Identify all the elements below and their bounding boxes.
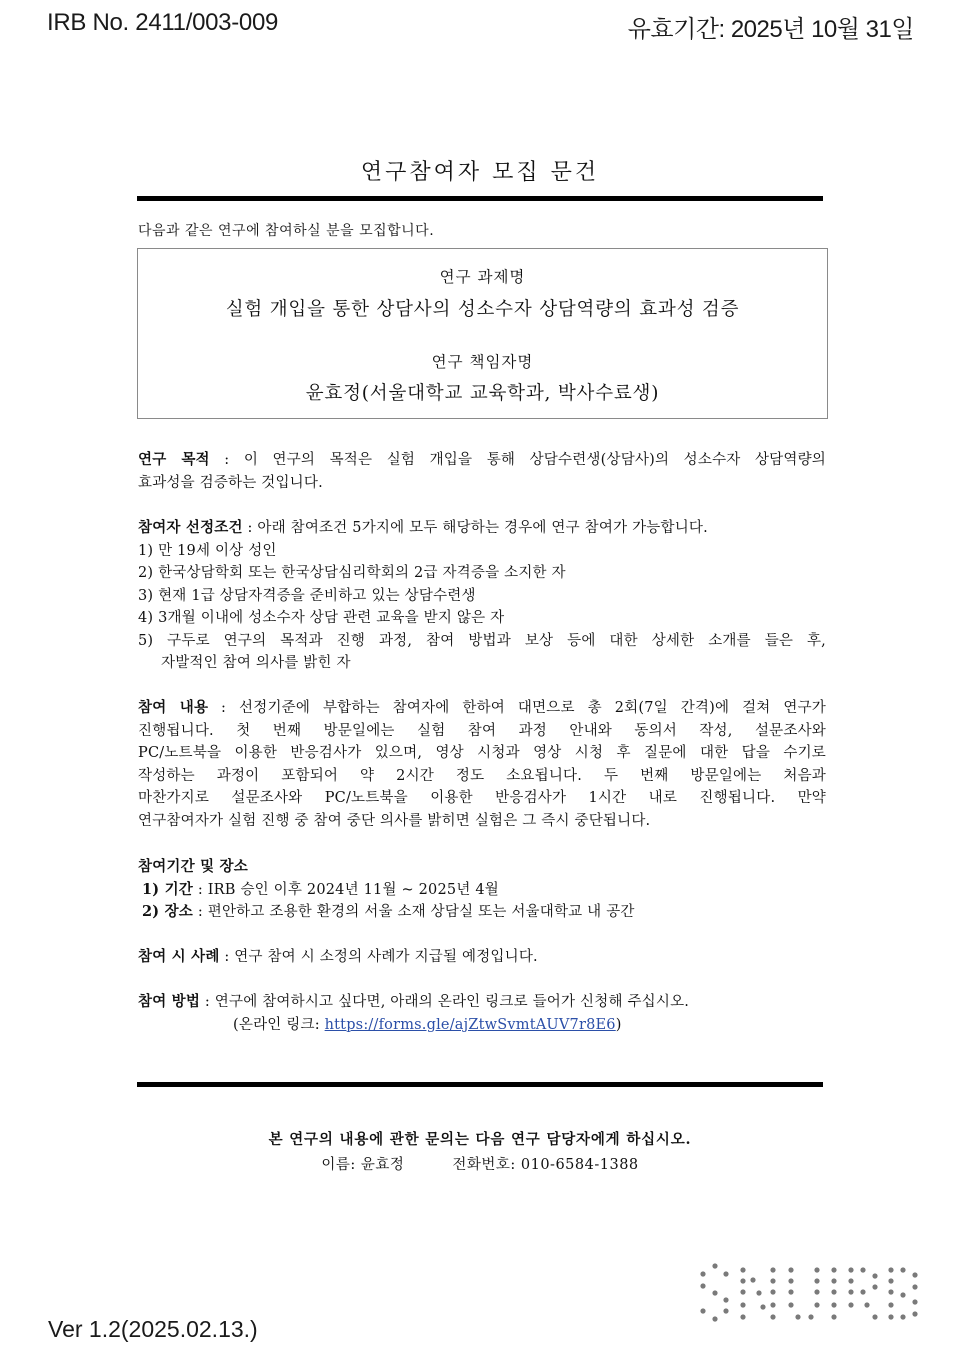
project-title: 실험 개입을 통한 상담사의 성소수자 상담역량의 효과성 검증 bbox=[225, 299, 740, 320]
validity-period: 유효기간: 2025년 10월 31일 bbox=[627, 16, 914, 43]
contact-name: 이름: 윤효정 bbox=[321, 1157, 405, 1173]
top-divider bbox=[137, 196, 823, 201]
eligibility-section: 참여자 선정조건 : 아래 참여조건 5가지에 모두 해당하는 경우에 연구 참여가 가능합니다. 1) 만 19세 이상 성인 2) 한국상담학회 또는 한국상담심리학회의 2급 자격증을 소지한 자 3) 현재 1급 상담자격증을 준비하고 있는 상담수련생 4) 3개월 이내에 성소수자 상담 관련 교육을 받지 않은 자 5) 구두로 연구의 목적과 진행 과정, 참여 방법과 보상 등에 대한 상세한 소개를 들은 후, 자발적인 참여 의사를 밝힌 자 bbox=[138, 517, 826, 675]
intro-text: 다음과 같은 연구에 참여하실 분을 모집합니다. bbox=[138, 223, 435, 239]
contact-info bbox=[0, 1153, 960, 1174]
purpose-label: 연구 목적 bbox=[138, 451, 210, 468]
method-section: 참여 방법 : 연구에 참여하시고 싶다면, 아래의 온라인 링크로 들어가 신청해 주십시오. (온라인 링크: https://forms.gle/ajZtwSvmtAUV7r8E6) bbox=[138, 993, 690, 1033]
reward-label: 참여 시 사례 bbox=[138, 948, 220, 965]
eligibility-label: 참여자 선정조건 bbox=[138, 519, 243, 536]
pi-name: 윤효정(서울대학교 교육학과, 박사수료생) bbox=[305, 383, 660, 404]
eligibility-item: 5) 구두로 연구의 목적과 진행 과정, 참여 방법과 보상 등에 대한 상세한 소개를 들은 후, bbox=[138, 632, 826, 649]
period-place-heading: 참여기간 및 장소 bbox=[138, 858, 248, 875]
purpose-text-2: 효과성을 검증하는 것입니다. bbox=[138, 474, 323, 491]
eligibility-item-cont: 자발적인 참여 의사를 밝힌 자 bbox=[161, 655, 351, 671]
method-value: 연구에 참여하시고 싶다면, 아래의 온라인 링크로 들어가 신청해 주십시오. bbox=[214, 994, 690, 1010]
contact-heading: 본 연구의 내용에 관한 문의는 다음 연구 담당자에게 하십시오. bbox=[268, 1131, 692, 1148]
content-label: 참여 내용 bbox=[138, 699, 209, 716]
eligibility-intro: 아래 참여조건 5가지에 모두 해당하는 경우에 연구 참여가 가능합니다. bbox=[257, 520, 708, 536]
signup-form-link[interactable]: https://forms.gle/ajZtwSvmtAUV7r8E6 bbox=[324, 1016, 616, 1033]
contact-phone: 전화번호: 010-6584-1388 bbox=[452, 1157, 639, 1173]
place-value: 편안하고 조용한 환경의 서울 소재 상담실 또는 서울대학교 내 공간 bbox=[207, 904, 635, 920]
content-line: 마찬가지로 설문조사와 PC/노트북을 이용한 반응검사가 1시간 내로 진행됩니다. 만약 bbox=[138, 790, 826, 806]
method-label: 참여 방법 bbox=[138, 993, 201, 1010]
bottom-divider bbox=[137, 1082, 823, 1087]
reward-section: 참여 시 사례 : 연구 참여 시 소정의 사례가 지급될 예정입니다. bbox=[138, 948, 538, 965]
participation-content-section: 참여 내용 : 선정기준에 부합하는 참여자에 한하여 대면으로 총 2회(7일 간격)에 걸쳐 연구가 진행됩니다. 첫 번째 방문일에는 실험 참여 과정 안내와 동의서 작성, 설문조사와 PC/노트북을 이용한 반응검사가 있으며, 영상 시청과 영상 시청 후 질문에 대한 답을 수기로 작성하는 과정이 포함되어 약 2시간 정도 소요됩니다. 두 번째 방문일에는 처음과 마찬가지로 설문조사와 PC/노트북을 이용한 반응검사가 1시간 내로 진행됩니다. 만약 연구참여자가 실험 진행 중 참여 중단 의사를 밝히면 실험은 그 즉시 중단됩니다. bbox=[138, 697, 826, 832]
content-line: PC/노트북을 이용한 반응검사가 있으며, 영상 시청과 영상 시청 후 질문에 대한 답을 수기로 bbox=[138, 745, 826, 761]
eligibility-item: 1) 만 19세 이상 성인 bbox=[138, 542, 277, 559]
study-info-box bbox=[137, 248, 828, 419]
purpose-section: 연구 목적 : 이 연구의 목적은 실험 개입을 통해 상담수련생(상담사)의 성소수자 상담역량의 효과성을 검증하는 것입니다. bbox=[138, 449, 826, 494]
snuirb-dot-stamp-icon bbox=[693, 1260, 923, 1322]
place-label: 2) 장소 bbox=[142, 903, 194, 920]
eligibility-item: 4) 3개월 이내에 성소수자 상담 관련 교육을 받지 않은 자 bbox=[138, 610, 505, 626]
pi-label: 연구 책임자명 bbox=[431, 353, 534, 371]
eligibility-item: 3) 현재 1급 상담자격증을 준비하고 있는 상담수련생 bbox=[138, 587, 476, 604]
eligibility-item: 2) 한국상담학회 또는 한국상담심리학회의 2급 자격증을 소지한 자 bbox=[138, 565, 566, 581]
irb-approval-stamp bbox=[693, 1260, 923, 1322]
content-line: 연구참여자가 실험 진행 중 참여 중단 의사를 밝히면 실험은 그 즉시 중단됩니다. bbox=[138, 812, 651, 829]
version-label: Ver 1.2(2025.02.13.) bbox=[48, 1316, 258, 1342]
document-title: 연구참여자 모집 문건 bbox=[360, 160, 600, 185]
period-label: 1) 기간 bbox=[142, 880, 194, 898]
irb-number: IRB No. 2411/003-009 bbox=[47, 9, 279, 36]
content-line: 작성하는 과정이 포함되어 약 2시간 정도 소요됩니다. 두 번째 방문일에는 처음과 bbox=[138, 767, 826, 784]
period-value: IRB 승인 이후 2024년 11월 ~ 2025년 4월 bbox=[207, 881, 499, 898]
content-line: 진행됩니다. 첫 번째 방문일에는 실험 참여 과정 안내와 동의서 작성, 설문조사와 bbox=[138, 722, 826, 739]
purpose-text-1: 이 연구의 목적은 실험 개입을 통해 상담수련생(상담사)의 성소수자 상담역량의 bbox=[243, 452, 826, 468]
project-title-label: 연구 과제명 bbox=[439, 268, 526, 286]
reward-value: 연구 참여 시 소정의 사례가 지급될 예정입니다. bbox=[234, 949, 538, 965]
period-place-section: 참여기간 및 장소 1) 기간 : IRB 승인 이후 2024년 11월 ~ 2025년 4월 2) 장소 : 편안하고 조용한 환경의 서울 소재 상담실 또는 서울대학교 내 공간 bbox=[138, 858, 635, 920]
